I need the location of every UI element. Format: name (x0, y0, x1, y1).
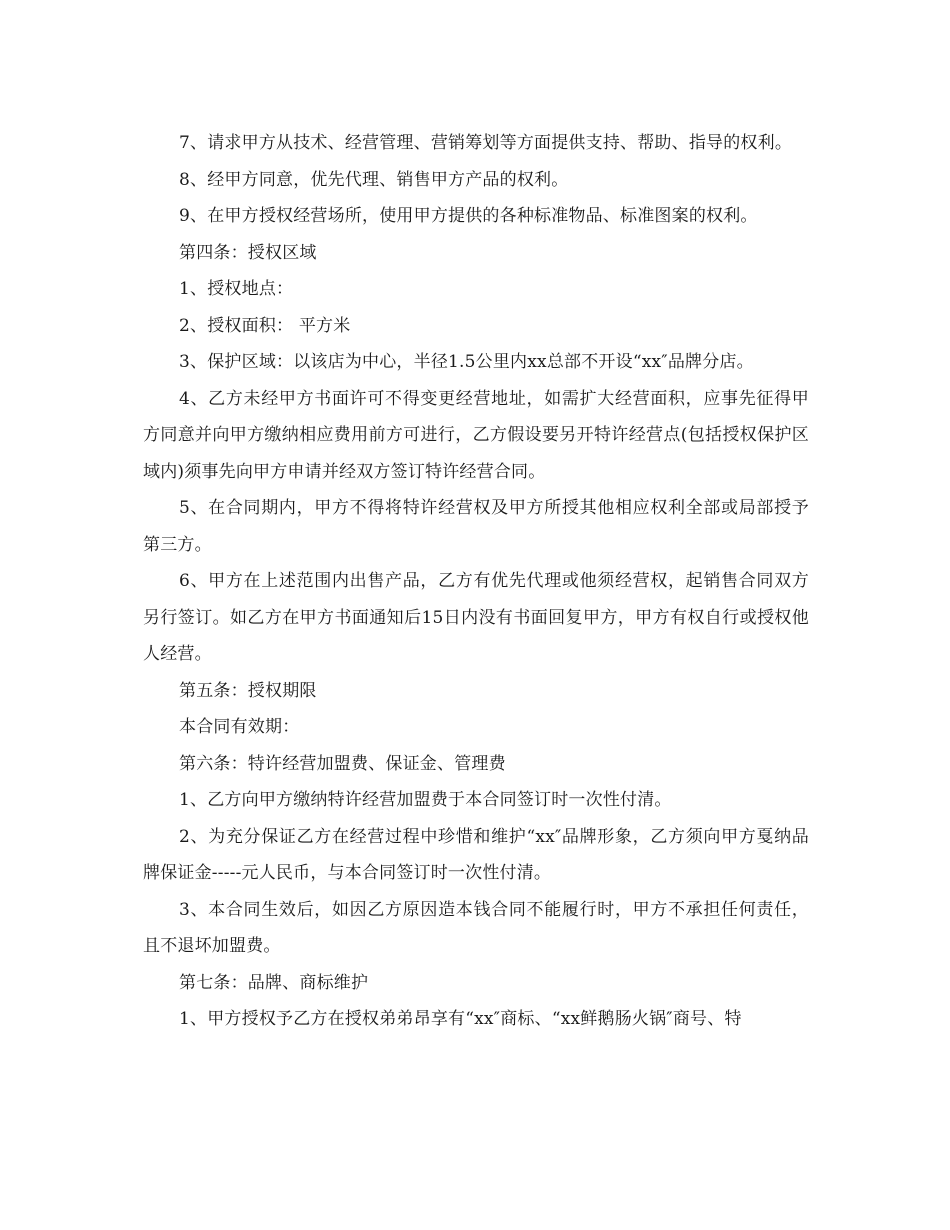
paragraph-fees-1: 1、乙方向甲方缴纳特许经营加盟费于本合同签订时一次性付清。 (179, 790, 672, 810)
section-heading-article-7: 第七条：品牌、商标维护 (179, 972, 369, 993)
paragraph-rights-9: 9、在甲方授权经营场所，使用甲方提供的各种标准物品、标准图案的权利。 (179, 206, 758, 226)
section-heading-article-5: 第五条：授权期限 (179, 680, 317, 701)
section-heading-article-4: 第四条：授权区域 (179, 242, 317, 263)
paragraph-brand-1: 1、甲方授权予乙方在授权弟弟昂享有“xx″商标、“xx鲜鹅肠火锅″商号、特 (179, 1009, 742, 1029)
paragraph-area-2: 2、授权面积： 平方米 (179, 315, 351, 336)
paragraph-area-5: 5、在合同期内，甲方不得将特许经营权及甲方所授其他相应权利全部或局部授予第三方。 (143, 498, 809, 555)
paragraph-rights-7: 7、请求甲方从技术、经营管理、营销筹划等方面提供支持、帮助、指导的权利。 (179, 133, 793, 153)
section-heading-article-6: 第六条：特许经营加盟费、保证金、管理费 (179, 753, 506, 774)
paragraph-term: 本合同有效期： (179, 717, 300, 737)
paragraph-rights-8: 8、经甲方同意，优先代理、销售甲方产品的权利。 (179, 169, 569, 190)
paragraph-fees-3: 3、本合同生效后，如因乙方原因造本钱合同不能履行时，甲方不承担任何责任，且不退坏加盟费。 (143, 899, 809, 956)
document-body (143, 125, 809, 1038)
paragraph-area-4: 4、乙方未经甲方书面许可不得变更经营地址，如需扩大经营面积，应事先征得甲方同意并向甲方缴纳相应费用前方可进行，乙方假设要另开特许经营点(包括授权保护区域内)须事先向甲方申请并经双方签订特许经营合同。 (143, 388, 809, 482)
paragraph-area-6: 6、甲方在上述范围内出售产品，乙方有优先代理或他须经营权，起销售合同双方另行签订。如乙方在甲方书面通知后15日内没有书面回复甲方，甲方有权自行或授权他人经营。 (143, 571, 809, 664)
paragraph-fees-2: 2、为充分保证乙方在经营过程中珍惜和维护“xx″品牌形象，乙方须向甲方戛纳品牌保证金-----元人民币，与本合同签订时一次性付清。 (143, 826, 809, 883)
paragraph-area-3: 3、保护区域：以该店为中心，半径1.5公里内xx总部不开设“xx″品牌分店。 (179, 352, 754, 372)
paragraph-area-1: 1、授权地点： (179, 279, 294, 299)
